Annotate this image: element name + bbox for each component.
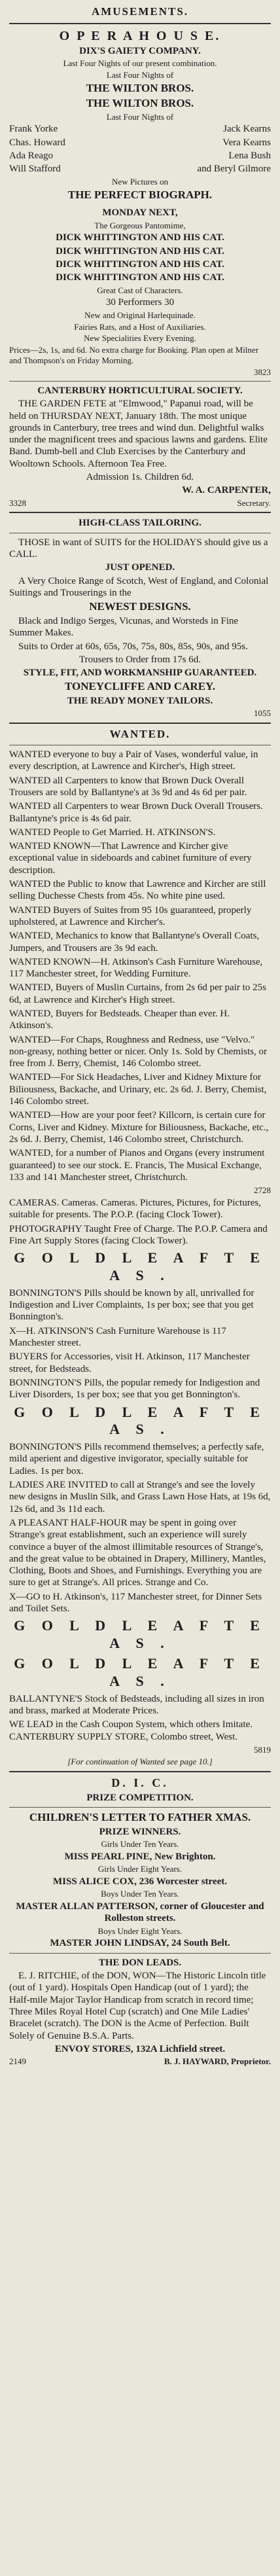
cast-member: and Beryl Gilmore: [197, 164, 271, 175]
gold-leaf-teas: G O L D L E A F T E A S .: [14, 1655, 266, 1689]
opera-pantomime: The Gorgeous Pantomime,: [94, 220, 186, 230]
tailoring-heading: HIGH-CLASS TAILORING.: [79, 518, 201, 529]
dic-category: Girls Under Eight Years.: [97, 1864, 183, 1874]
tailoring-newest: NEWEST DESIGNS.: [89, 600, 191, 613]
bonnington-ad: BONNINGTON'S Pills recommend themselves; a perfectly safe, mild aperient and digestive invigorator, specially suitable for Ladies. 1s per box.: [9, 1442, 264, 1476]
horticultural-ad: [9, 385, 271, 509]
cast-right: [198, 123, 271, 176]
tailoring-body2: Black and Indigo Serges, Vicunas, and Worsteds in Fine Summer Makes.: [9, 615, 239, 639]
dick-line: DICK WHITTINGTON AND HIS CAT.: [56, 232, 224, 243]
ladies-ad: LADIES ARE INVITED to call at Strange's and see the lovely new designs in Muslin Silk, and Grass Lawn Hose Hats, at 19s 6d, 12s 6d, and 3s 11d each.: [9, 1480, 271, 1514]
wanted-item: WANTED—How are your poor feet? Killcorn, is certain cure for Corns, Liver and Kidney. Mixture for Biliousness, Backache, etc., 2s 6d. J. Berry, Chemist, 146 Colombo street, Christchurch.: [9, 1110, 269, 1145]
cast-member: Lena Bush: [228, 151, 271, 162]
tailoring-intro: THOSE in want of SUITS for the HOLIDAYS should give us a CALL.: [9, 537, 268, 560]
horticultural-ref: 3328: [9, 497, 26, 508]
opera-performers: 30 Performers 30: [105, 297, 175, 308]
opera-biograph: THE PERFECT BIOGRAPH.: [67, 188, 213, 201]
cast-left: [9, 123, 65, 176]
opera-last-nights: Last Four Nights of our present combination.: [63, 58, 217, 69]
cast-list: [9, 123, 271, 176]
opera-title: O P E R A H O U S E.: [59, 28, 221, 43]
horticultural-secretary: W. A. CARPENTER,: [182, 485, 271, 496]
tailoring-suits: Suits to Order at 60s, 65s, 70s, 75s, 80s, 85s, 90s, and 95s.: [18, 641, 248, 652]
cameras-ad: CAMERAS. Cameras. Cameras. Pictures, Pictures, for Pictures, suitable for presents. The P.O.P. (facing Clock Tower).: [9, 1198, 261, 1221]
wanted-item: WANTED People to Get Married. H. ATKINSON'S.: [9, 827, 216, 838]
dic-ad: [9, 1776, 271, 2067]
buyers-ad: BUYERS for Accessories, visit H. Atkinson, 117 Manchester street, for Bedsteads.: [9, 1351, 250, 1374]
opera-house-ad: [9, 28, 271, 378]
dic-category: Boys Under Ten Years.: [101, 1889, 179, 1899]
horticultural-title: CANTERBURY HORTICULTURAL SOCIETY.: [37, 385, 243, 396]
bonnington-ad: BONNINGTON'S Pills should be known by all, unrivalled for Indigestion and Liver Complaints, 1s per box; see that you get Bonnington's.: [9, 1287, 254, 1323]
dic-ref: 2149: [9, 2056, 26, 2067]
divider: [9, 1771, 271, 1772]
opera-four-nights: Last Four Nights of: [106, 70, 174, 80]
tailoring-tailors: THE READY MONEY TAILORS.: [67, 696, 213, 707]
go-ad: X—GO to H. Atkinson's, 117 Manchester street, for Dinner Sets and Toilet Sets.: [9, 1591, 262, 1615]
gold-leaf-teas: G O L D L E A F T E A S .: [14, 1249, 266, 1284]
horticultural-admission: Admission 1s. Children 6d.: [86, 471, 194, 482]
lead-ad: WE LEAD in the Cash Coupon System, which others Imitate. CANTERBURY SUPPLY STORE, Colombo street, West.: [9, 1719, 253, 1742]
divider: [9, 512, 271, 513]
divider: [9, 723, 271, 724]
wanted-item: WANTED Buyers of Suites from 95 10s guaranteed, properly upholstered, at Lawrence and Kircher's.: [9, 904, 252, 927]
wanted-ref2: 5819: [254, 1744, 271, 1755]
tailoring-ref: 1055: [254, 708, 271, 719]
bonnington-ad: BONNINGTON'S Pills, the popular remedy for Indigestion and Liver Disorders, 1s per box; see that you get Bonnington's.: [9, 1377, 260, 1401]
opera-new-pictures: New Pictures on: [112, 176, 168, 187]
opera-great-cast: Great Cast of Characters.: [97, 285, 183, 295]
dic-competition: PRIZE COMPETITION.: [86, 1792, 194, 1803]
divider: [9, 23, 271, 24]
opera-fairies: Fairies Rats, and a Host of Auxiliaries.: [74, 321, 206, 332]
dic-category: Girls Under Ten Years.: [101, 1838, 179, 1849]
dick-line: DICK WHITTINGTON AND HIS CAT.: [56, 245, 224, 257]
pleasant-ad: A PLEASANT HALF-HOUR may be spent in going over Strange's great establishment, such an experience will surely convince a buyer of the almost illimitable resources of Strange's, and the great value to be obtained in Drapery, Millinery, Mantles, Clothing, Boots and Shoes, and Furnishings. Everything you are sure to get at Strange's. All prices. Strange and Co.: [9, 1517, 266, 1588]
wanted-item: WANTED everyone to buy a Pair of Vases, wonderful value, in every description, at Lawrence and Kircher's, High street.: [9, 749, 258, 772]
dic-heading: D. I. C.: [111, 1776, 169, 1789]
dic-winner: MISS ALICE COX, 236 Worcester street.: [53, 1876, 227, 1887]
wanted-item: WANTED KNOWN—That Lawrence and Kircher give exceptional value in sideboards and cabinet furniture of every description.: [9, 841, 252, 876]
tailoring-ad: [9, 517, 271, 719]
divider: [9, 381, 271, 382]
cast-member: Ada Reago: [9, 151, 54, 162]
cast-member: Frank Yorke: [9, 124, 58, 135]
opera-every-evening: New Specialities Every Evening.: [84, 333, 196, 344]
tailoring-just-opened: JUST OPENED.: [105, 562, 175, 573]
wanted-item: WANTED, Mechanics to know that Ballantyne's Overall Coats, Jumpers, and Trousers are 3s 9d each.: [9, 931, 260, 954]
wanted-item: WANTED—For Chaps, Roughness and Redness, use "Velvo." non-greasy, nothing better or nicer. Only 1s. Sold by Chemists, or free from J. Berry, Chemist, 146 Colombo street.: [9, 1034, 267, 1069]
tailoring-style: STYLE, FIT, AND WORKMANSHIP GUARANTEED.: [23, 668, 257, 679]
dick-line: DICK WHITTINGTON AND HIS CAT.: [56, 272, 224, 283]
dic-winner: MASTER JOHN LINDSAY, 24 South Belt.: [50, 1938, 230, 1949]
dic-winner: MASTER ALLAN PATTERSON, corner of Gloucester and Rolleston streets.: [16, 1901, 264, 1924]
opera-wilton1: THE WILTON BROS.: [86, 82, 194, 95]
tailoring-trousers: Trousers to Order from 17s 6d.: [79, 654, 201, 665]
don-title: THE DON LEADS.: [98, 1957, 182, 1968]
wanted-item: WANTED—For Sick Headaches, Liver and Kidney Mixture for Biliousness, Backache, and Urinary, etc. 2s 6d. J. Berry, Chemist, 146 Colombo street.: [9, 1072, 267, 1107]
atkinson-ad: X—H. ATKINSON'S Cash Furniture Warehouse is 117 Manchester street.: [9, 1325, 226, 1349]
opera-ref: 3823: [254, 367, 271, 378]
dic-signed: B. J. HAYWARD, Proprietor.: [164, 2056, 271, 2067]
dic-winner: MISS PEARL PINE, New Brighton.: [64, 1851, 216, 1862]
opera-scenery: New and Original Harlequinade.: [84, 310, 196, 320]
gold-leaf-teas: G O L D L E A F T E A S .: [14, 1403, 266, 1438]
wanted-item: WANTED, Buyers of Muslin Curtains, from 2s 6d per pair to 25s 6d, at Lawrence and Kircher's High street.: [9, 982, 266, 1005]
cast-member: Vera Kearns: [222, 137, 271, 148]
cast-member: Will Stafford: [9, 164, 61, 175]
horticultural-body: THE GARDEN FETE at "Elmwood," Papanui road, will be held on THURSDAY NEXT, January 18th. The most unique grounds in Canterbury, tree trees and wind dun. Delightful walks under the magnificent trees and spacious lawns and gardens. Elite Band. Dumb-bell and Club Exercises by the Canterbury and Wooltown Schools. Afternoon Tea Free.: [9, 399, 268, 469]
dic-category: Boys Under Eight Years.: [97, 1925, 183, 1936]
wanted-item: WANTED all Carpenters to know that Brown Duck Overall Trousers are sold by Ballantyne's at 3s 9d and 4s 6d per pair.: [9, 775, 247, 798]
cast-member: Jack Kearns: [223, 124, 271, 135]
opera-prices: Prices—2s, 1s, and 6d. No extra charge for Booking. Plan open at Milner and Thompson's on Friday Morning.: [9, 345, 259, 366]
don-body: E. J. RITCHIE, of the DON, WON—The Historic Lincoln title (out of 1 yard). Hospitals Open Handicap (out of 1 yard); the Half-mile Major Taylor Handicap from scratch in record time; Three Miles Royal Hotel Cup (scratch) and One Mile Ladies' Bracelet (scratch). The DON is the Acme of Perfection. Built Solely of Genuine B.S.A. Parts.: [9, 1971, 266, 2041]
wanted-ref: 2728: [254, 1185, 271, 1196]
tailoring-firm: TONEYCLIFFE AND CAREY.: [64, 680, 215, 693]
tailoring-body1: A Very Choice Range of Scotch, West of England, and Colonial Suitings and Trouserings in the: [9, 575, 269, 598]
wanted-item: WANTED, Buyers for Bedsteads. Cheaper than ever. H. Atkinson's.: [9, 1009, 230, 1031]
dic-winners-title: PRIZE WINNERS.: [99, 1826, 181, 1837]
wanted-heading: WANTED.: [109, 728, 171, 741]
dick-line: DICK WHITTINGTON AND HIS CAT.: [56, 259, 224, 270]
opera-monday: MONDAY NEXT,: [102, 207, 178, 219]
envoy-stores: ENVOY STORES, 132A Lichfield street.: [54, 2043, 226, 2054]
wanted-item: WANTED all Carpenters to wear Brown Duck Overall Trousers. Ballantyne's price is 4s 6d pair.: [9, 801, 263, 824]
gold-leaf-teas: G O L D L E A F T E A S .: [14, 1617, 266, 1652]
continuation-note: [For continuation of Wanted see page 10.]: [67, 1756, 213, 1766]
wanted-section: [9, 728, 271, 1766]
opera-wilton2: THE WILTON BROS.: [86, 96, 194, 109]
ballantyne-ad: BALLANTYNE'S Stock of Bedsteads, including all sizes in iron and brass, marked at Moderate Prices.: [9, 1693, 264, 1716]
horticultural-sec-title: Secretary.: [237, 497, 271, 508]
wanted-item: WANTED, for a number of Pianos and Organs (every instrument guaranteed) to see our stock. E. Francis, The Musical Exchange, 133 and 141 Manchester street, Christchurch.: [9, 1148, 265, 1183]
opera-company: DIX'S GAIETY COMPANY.: [79, 46, 201, 57]
dic-letter: CHILDREN'S LETTER TO FATHER XMAS.: [29, 1810, 251, 1823]
wanted-item: WANTED KNOWN—H. Atkinson's Cash Furniture Warehouse, 117 Manchester street, for Wedding Furniture.: [9, 956, 263, 980]
wanted-item: WANTED the Public to know that Lawrence and Kircher are still selling Duchesse Chests from 45s. No white pine used.: [9, 879, 266, 902]
cast-member: Chas. Howard: [9, 137, 65, 148]
opera-last-four: Last Four Nights of: [106, 111, 174, 122]
amusements-heading: AMUSEMENTS.: [91, 5, 189, 18]
photography-ad: PHOTOGRAPHY Taught Free of Charge. The P.O.P. Camera and Fine Art Supply Stores (facing Clock Tower).: [9, 1223, 268, 1246]
